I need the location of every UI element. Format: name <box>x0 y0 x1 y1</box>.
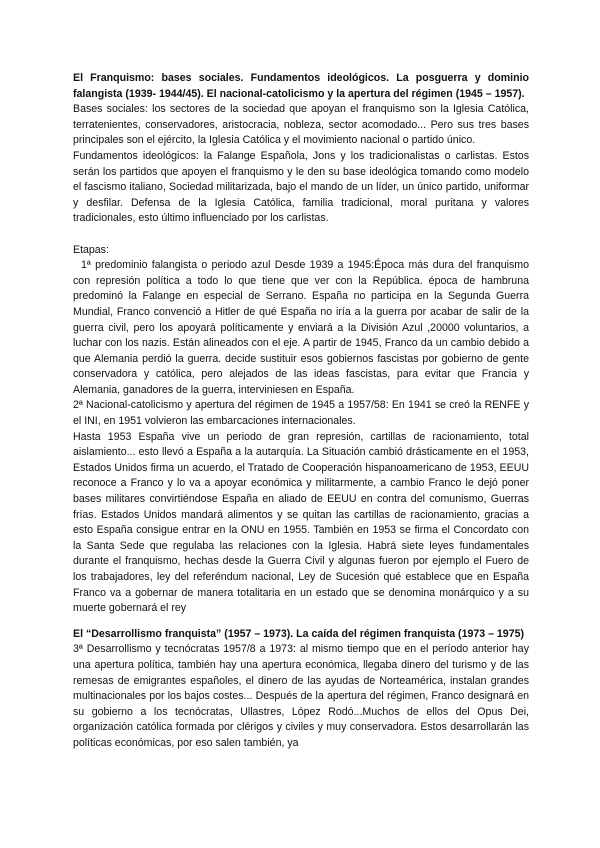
section1-heading: El Franquismo: bases sociales. Fundamentos ideológicos. La posguerra y dominio falangista (1939- 1944/45). El nacional-catolicismo y la apertura del régimen (1945 – 1957). <box>73 72 529 100</box>
spacer <box>73 227 529 243</box>
etapa1-paragraph: 1ª predominio falangista o periodo azul Desde 1939 a 1945:Época más dura del franquismo con represión política a todo lo que tiene que ver con la República. época de hambruna predominó la Falange en especial de Serrano. España no participa en la Segunda Guerra Mundial, Franco convenció a Hitler de qué España no iría a la guerra por acabar de salir de la guerra civil, pero los apoyará políticamente y enviará a la División Azul ,20000 voluntarios, a luchar con los nazis. Están alineados con el eje. A partir de 1945, Franco da un cambio debido a que Alemania perdió la guerra. decide sustituir esos gobiernos fascistas por gobierno de gente conservadora y católica, pero alejados de las ideas fascistas, para evitar que Francia y Alemania, ganadores de la guerra, interviniesen en España. <box>73 259 529 396</box>
section2-heading: El “Desarrollismo franquista” (1957 – 1973). La caída del régimen franquista (1973 – 1975) <box>73 627 525 640</box>
fundamentos-paragraph: Fundamentos ideológicos: la Falange Española, Jons y los tradicionalistas o carlistas. Estos serán los partidos que apoyen el franquismo y le den su base ideológica tomando como modelo el fascismo italiano, Sociedad militarizada, bajo el mando de un líder, un único partido, uniformar y desfilar. Defensa de la Iglesia Católica, familia tradicional, moral puritana y valores tradicionales, esto último influenciado por los carlistas. <box>73 149 529 225</box>
spacer <box>73 617 529 627</box>
hasta1953-paragraph: Hasta 1953 España vive un periodo de gran represión, cartillas de racionamiento, total aislamiento... esto llevó a España a la autarquía. La Situación cambió drásticamente en el 1953, Estados Unidos firma un acuerdo, el Tratado de Cooperación hispanoamericano de 1953, EEUU reconoce a Franco y lo va a apoyar económica y militarmente, a cambio Franco le dejó poner bases militares convirtiéndose España en aliado de EEUU en contra del comunismo, Guerras frías. Estados Unidos mandará alimentos y se quitan las cartillas de racionamiento, gracias a esto España consigue entrar en la ONU en 1955. También en 1953 se firma el Concordato con la Santa Sede que regulaba las relaciones con la Iglesia. Habrá siete leyes fundamentales durante el franquismo, hechas desde la Guerra Civil y algunas fueron por ejemplo el Fuero de los trabajadores, ley del referéndum nacional, Ley de Sucesión qué establece que en España Franco va a gobernar de manera totalitaria en un estado que se denomina monárquico y a su muerte gobernará el rey <box>73 430 529 615</box>
document-body <box>73 71 529 752</box>
etapas-label: Etapas: <box>73 243 109 256</box>
bases-sociales-paragraph: Bases sociales: los sectores de la sociedad que apoyan el franquismo son la Iglesia Católica, terratenientes, conservadores, aristocracia, nobleza, sector acomodado... Pero sus tres bases principales son el ejército, la Iglesia Católica y el movimiento nacional o partido único. <box>73 103 529 147</box>
etapa3-paragraph: 3ª Desarrollismo y tecnócratas 1957/8 a 1973: al mismo tiempo que en el período anterior hay una apertura política, también hay una apertura económica, llegaba dinero del turismo y de las remesas de emigrantes españoles, el dinero de las ayudas de Norteamérica, instalan grandes multinacionales por los bajos costes... Después de la apertura del régimen, Franco designará en su gobierno a los tecnócratas, Ullastres, López Rodó...Muchos de ellos del Opus Dei, organización católica formada por clérigos y civiles y muy conservadora. Estos desarrollarán las políticas económicas, por eso salen también, ya <box>73 643 529 749</box>
etapa2-paragraph: 2ª Nacional-catolicismo y apertura del régimen de 1945 a 1957/58: En 1941 se creó la RENFE y el INI, en 1951 volvieron las embarcaciones internacionales. <box>73 399 529 428</box>
